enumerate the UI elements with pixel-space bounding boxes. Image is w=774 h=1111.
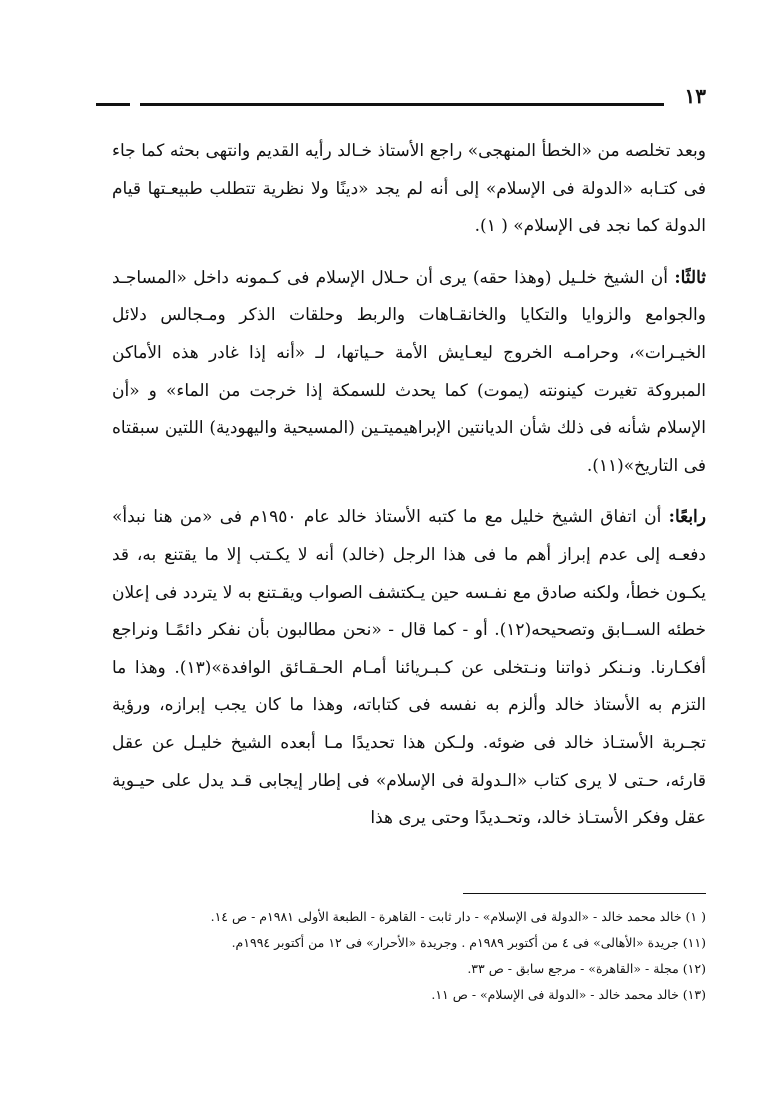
paragraph: [112, 133, 706, 246]
paragraph: [112, 260, 706, 486]
page-number: ١٣: [684, 84, 706, 108]
header-rule-short: [96, 103, 130, 106]
main-text: [112, 133, 706, 838]
paragraph: [112, 499, 706, 837]
header-rule: [140, 103, 664, 106]
footnotes: [112, 904, 706, 1008]
paragraph-lead: ثالثًا:: [674, 267, 706, 288]
paragraph-text: أن اتفاق الشيخ خليل مع ما كتبه الأستاذ خالد عام ١٩٥٠م فى «من هنا نبدأ» دفعـه إلى عدم إبراز أهم ما فى هذا الرجل (خالد) أنه لا يكـتب إلا ما يقتنع به، قد يكـون خطأ، ولكنه صادق مع نفـسه حين يـكتشف الصواب ويقـتنع به لا يتردد فى إعلان خطئه الســابق وتصحيحه(١٢). أو - كما قال - «نحن مطالبون بأن نفكر دائمًـا ونراجع أفكـارنا. ونـنكر ذواتنا ونـتخلى عن كـبـريائنا أمـام الحـقـائق الوافدة»(١٣). وهذا ما التزم به الأستاذ خالد وألزم به نفسه فى كتاباته، وهذا ما كان يجب إبرازه، ورؤية تجـربة الأستـاذ خالد فى ضوئه. ولـكن هذا تحديدًا مـا أبعده الشيخ خليـل عن عقل قارئه، حـتى لا يرى كتاب «الـدولة فى الإسلام» فى إطار إيجابى قـد يدل على حيـوية عقل وفكر الأستـاذ خالد، وتحـديدًا وحتى يرى هذا: [112, 507, 706, 829]
paragraph-lead: رابعًا:: [668, 507, 706, 528]
footnote: (١٢) مجلة - «القاهرة» - مرجع سابق - ص ٣٣.: [467, 961, 706, 976]
footnote: (١٣) خالد محمد خالد - «الدولة فى الإسلام» - ص ١١.: [431, 987, 706, 1002]
footnote: (١١) جريدة «الأهالى» فى ٤ من أكتوبر ١٩٨٩م . وجريدة «الأحرار» فى ١٢ من أكتوبر ١٩٩٤م.: [231, 935, 706, 950]
paragraph-text: أن الشيخ خلـيل (وهذا حقه) يرى أن حـلال الإسلام فى كـمونه داخل «المساجـد والجوامع والزوايا والتكايا والخانقـاهات والربط وحلقات الذكر ومـجالس دلائل الخيـرات»، وحرامـه الخروج ليعـايش الأمة حـياتها، لـ «أنه إذا غادر هذه الأماكن المبروكة تغيرت كينونته (يموت) كما يحدث للسمكة إذا خرجت من الماء» و «أن الإسلام شأنه فى ذلك شأن الديانتين الإبراهيميتـين (المسيحية واليهودية) اللتين سبقتاه فى التاريخ»(١١).: [112, 267, 706, 476]
paragraph-text: وبعد تخلصه من «الخطأ المنهجى» راجع الأستاذ خـالد رأيه القديم وانتهى بحثه كما جاء فى كتـابه «الدولة فى الإسلام» إلى أنه لم يجد «دينًا ولا نظرية تتطلب طبيعـتها قيام الدولة كما نجد فى الإسلام» ( ١).: [112, 141, 706, 237]
page-header: [96, 84, 706, 114]
footnote: ( ١) خالد محمد خالد - «الدولة فى الإسلام» - دار ثابت - القاهرة - الطبعة الأولى ١٩٨١م - ص ١٤.: [210, 909, 706, 924]
footnote-separator: [463, 893, 706, 894]
